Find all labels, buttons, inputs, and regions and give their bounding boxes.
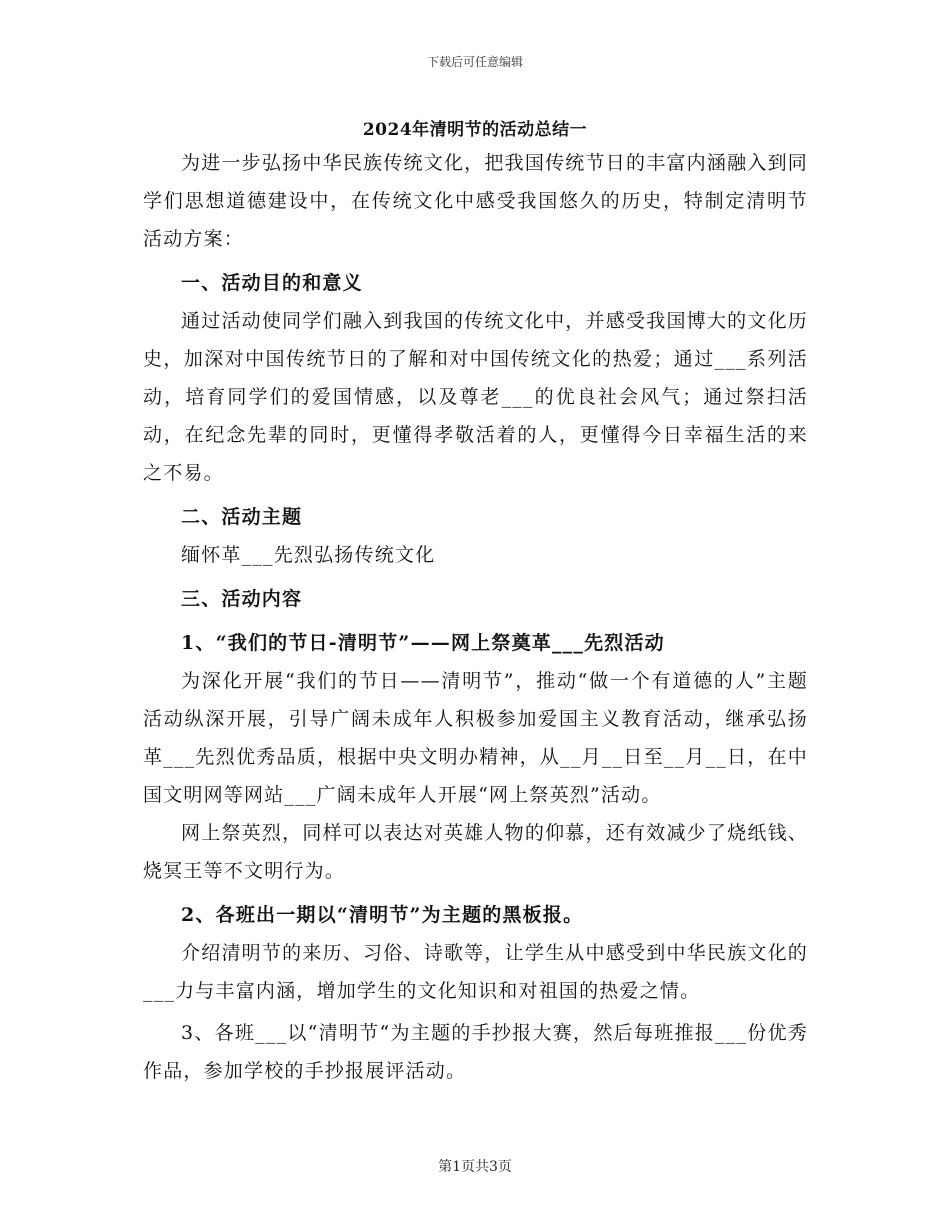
subheading-blackboard: 2、各班出一期以“清明节”为主题的黑板报。 [181,904,584,926]
theme-paragraph: 缅怀革___先烈弘扬传统文化 [181,544,436,566]
document-body [143,144,808,1090]
section-heading-purpose: 一、活动目的和意义 [181,272,363,294]
online-memorial-paragraph: 为深化开展“我们的节日——清明节”，推动“做一个有道德的人”主题活动纵深开展，引导广阔未成年人积极参加爱国主义教育活动，继承弘扬革___先烈优秀品质，根据中央文明办精神，从__月__日至__月__日，在中国文明网等网站___广阔未成年人开展“网上祭英烈”活动。 [143,670,808,806]
purpose-paragraph: 通过活动使同学们融入到我国的传统文化中，并感受我国博大的文化历史，加深对中国传统节日的了解和对中国传统文化的热爱；通过___系列活动，培育同学们的爱国情感，以及尊老___的优良社会风气；通过祭扫活动，在纪念先辈的同时，更懂得孝敬活着的人，更懂得今日幸福生活的来之不易。 [143,310,808,484]
header-note: 下载后可任意编辑 [426,55,523,69]
section-heading-content: 三、活动内容 [181,588,303,610]
document-title: 2024年清明节的活动总结一 [362,120,588,140]
section-heading-theme: 二、活动主题 [181,506,303,528]
subheading-online-memorial: 1、“我们的节日-清明节”——网上祭奠革___先烈活动 [181,632,665,654]
online-memorial-note: 网上祭英烈，同样可以表达对英雄人物的仰慕，还有效减少了烧纸钱、烧冥王等不文明行为。 [143,822,808,882]
handwritten-paper-paragraph: 3、各班___以“清明节“为主题的手抄报大赛，然后每班推报___份优秀作品，参加学校的手抄报展评活动。 [143,1022,808,1082]
page-footer: 第1页共3页 [438,1159,512,1175]
intro-paragraph: 为进一步弘扬中华民族传统文化，把我国传统节日的丰富内涵融入到同学们思想道德建设中，在传统文化中感受我国悠久的历史，特制定清明节活动方案： [143,152,808,250]
blackboard-paragraph: 介绍清明节的来历、习俗、诗歌等，让学生从中感受到中华民族文化的___力与丰富内涵，增加学生的文化知识和对祖国的热爱之情。 [143,942,808,1002]
